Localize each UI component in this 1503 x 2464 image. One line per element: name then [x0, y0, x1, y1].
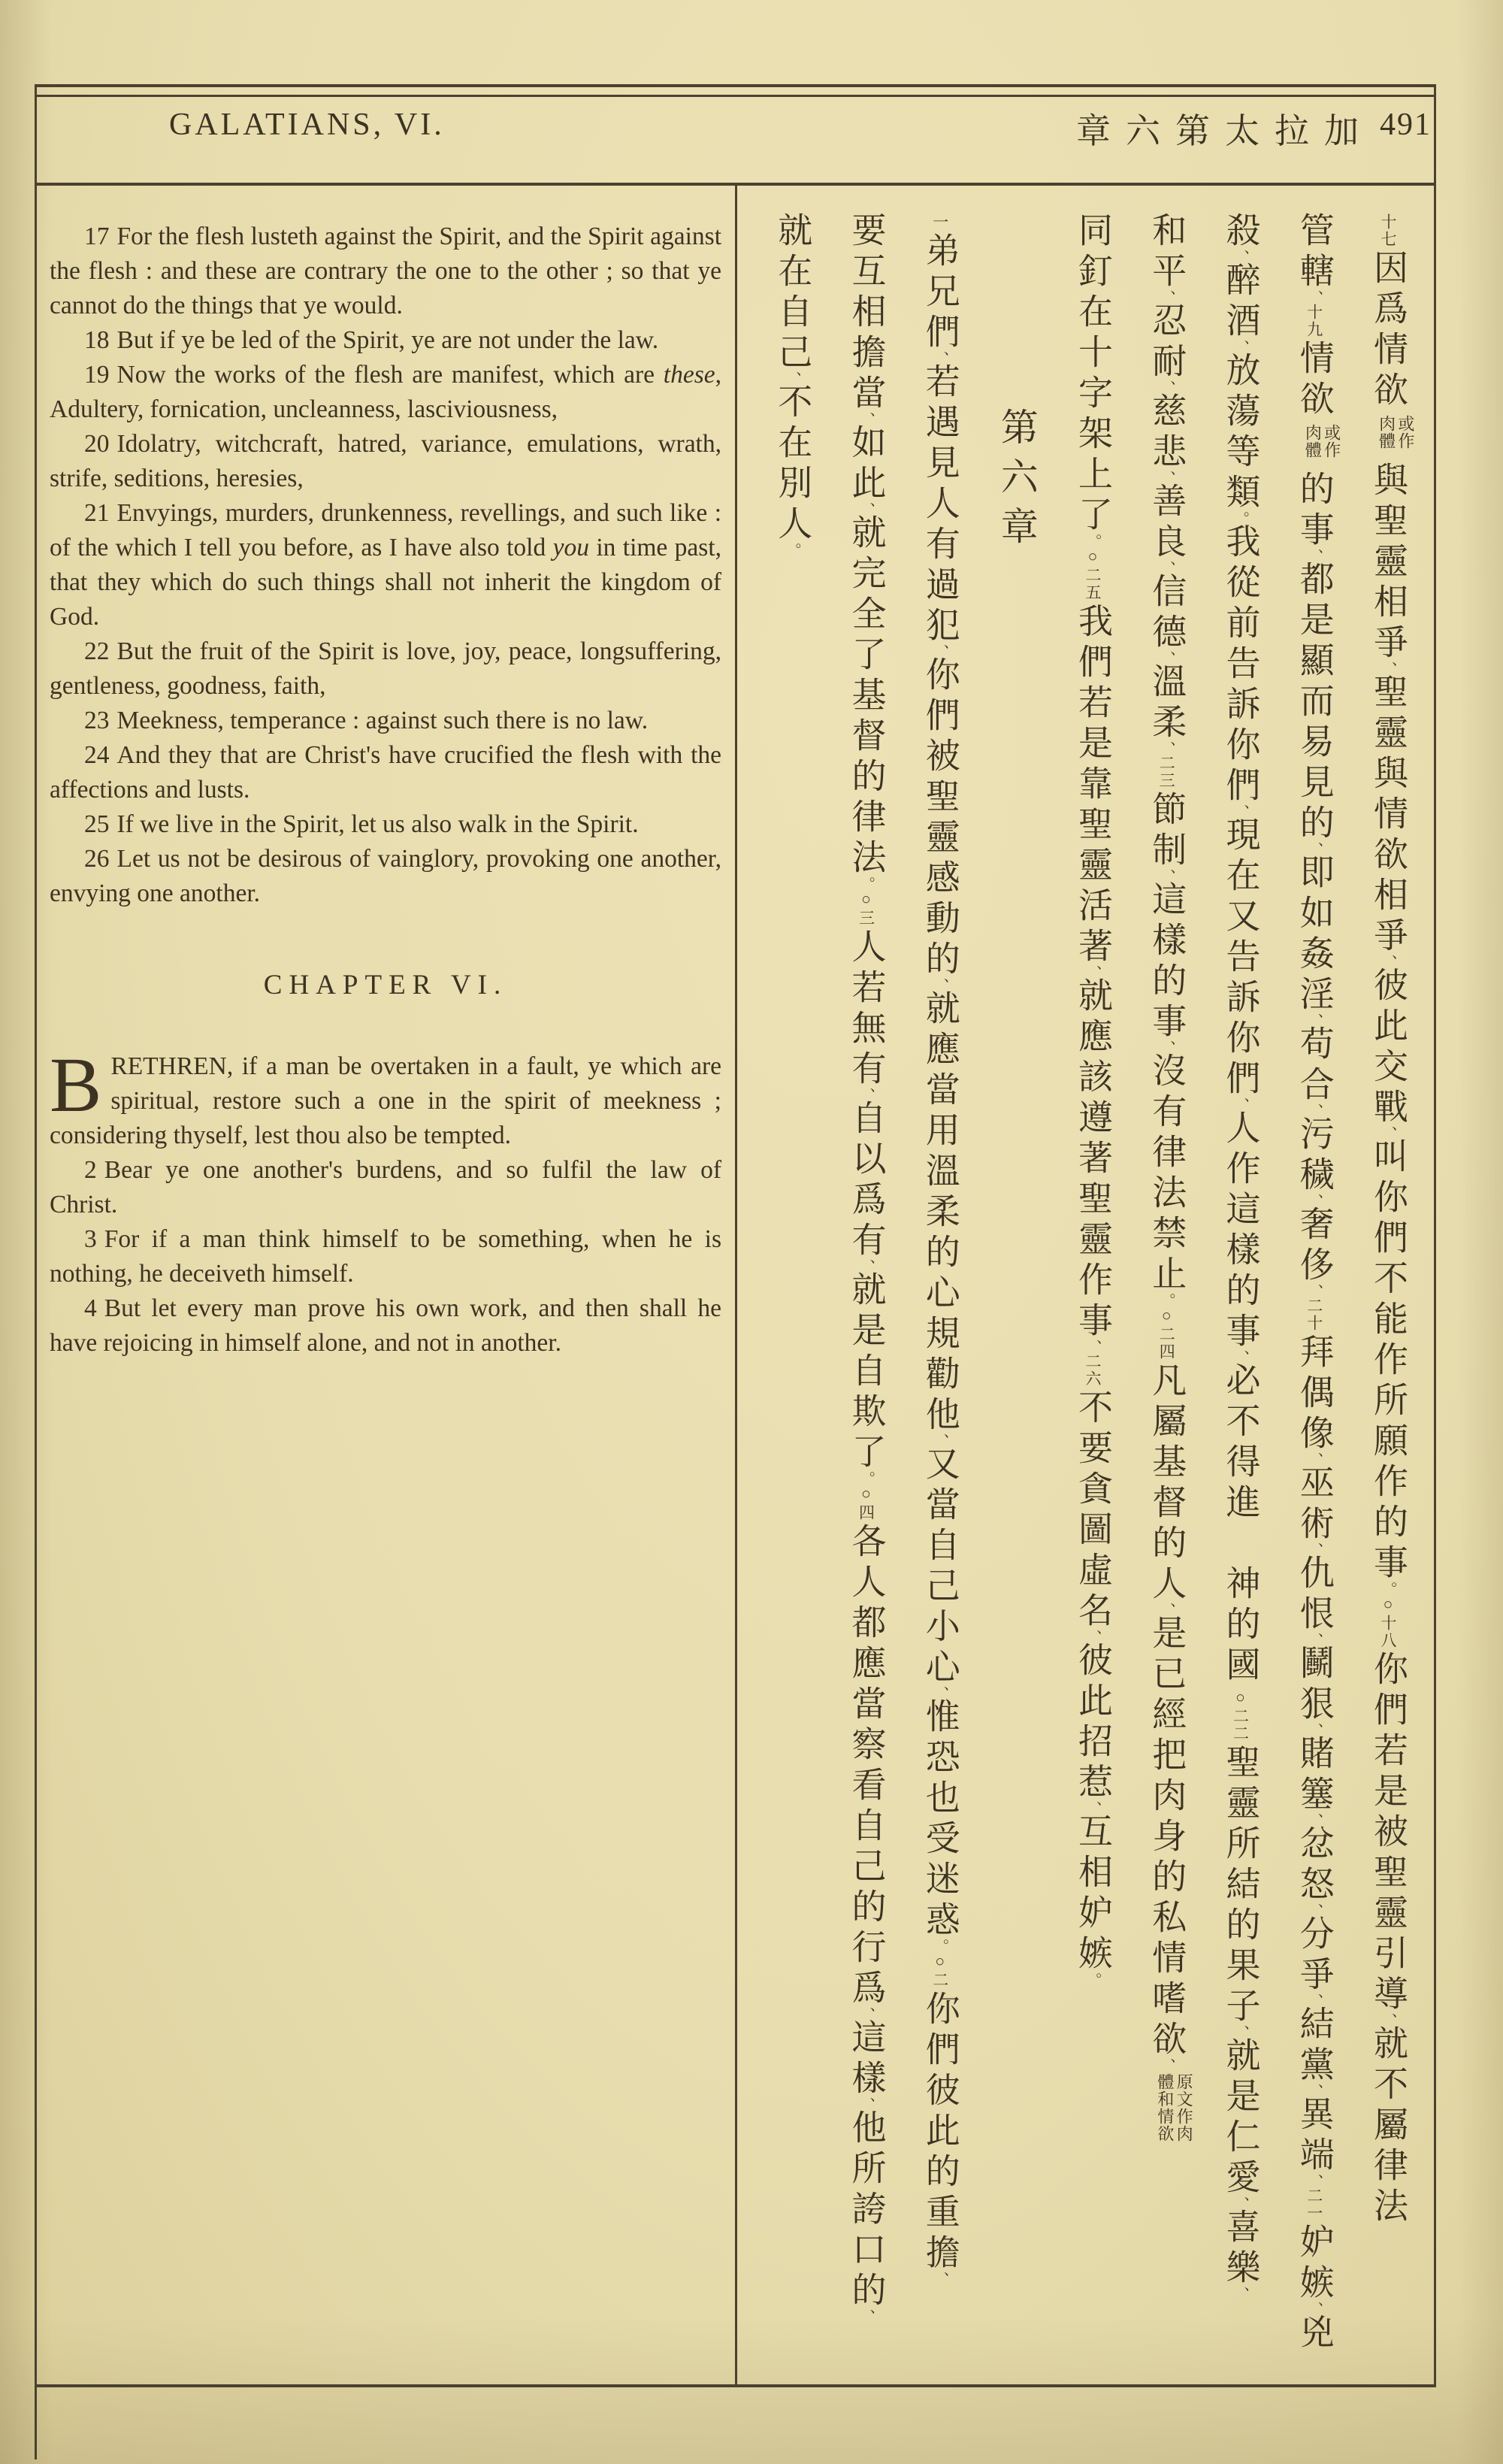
cjk-punctuation: 、: [1305, 1633, 1323, 1648]
verse-paragraph: 24 And they that are Christ's have crucified the flesh with the affections and lusts.: [50, 741, 721, 804]
verse-number: 24: [84, 741, 110, 769]
verse-marker: 二六: [1084, 1353, 1102, 1388]
chinese-column-1: 十七因爲情欲或作肉體與聖靈相爭、聖靈與情欲相爭、彼此交戰、叫你們不能作所願作的事。○十八你們若是被聖靈引導、就不屬律法: [1369, 213, 1415, 2228]
verse-paragraph: 20 Idolatry, witchcraft, hatred, variance, emulations, wrath, strife, seditions, heresies,: [50, 430, 721, 492]
cjk-punctuation: 、: [1305, 1194, 1323, 1209]
cjk-punctuation: 、: [1305, 1813, 1323, 1828]
page-number: 491: [1380, 107, 1432, 142]
verse-paragraph: 21 Envyings, murders, drunkenness, revellings, and such like : of the which I tell you before, as I have also told you in time past, that they which do such things shall not inherit the kingdom of God.: [50, 499, 722, 631]
verse-paragraph: 3 For if a man think himself to be something, when he is nothing, he deceiveth himself.: [50, 1225, 721, 1288]
cjk-punctuation: 、: [1305, 1452, 1323, 1467]
chinese-text-panel: [752, 212, 1429, 2389]
chinese-column-5: 同釘在十字架上了。○二五我們若是靠聖靈活著、就應該遵著聖靈作事、二六不要貪圖虛名、彼此招惹、互相妒嫉。: [1074, 212, 1112, 1987]
left-border-rule: [35, 84, 37, 2459]
cjk-punctuation: 、: [1084, 1630, 1101, 1645]
verse-marker: 二三: [1157, 755, 1176, 789]
cjk-punctuation: 、: [1158, 869, 1175, 884]
verse-number: 20: [84, 430, 110, 458]
cjk-punctuation: 、: [1158, 290, 1175, 305]
running-head-chinese: 章六第太拉加: [1076, 112, 1374, 150]
cjk-punctuation: 、: [1305, 290, 1323, 305]
inline-annotation: 或作肉體: [1377, 415, 1415, 450]
verse-number: 2: [84, 1156, 97, 1184]
verse-marker: 十七: [1379, 213, 1397, 248]
verse-marker: 一: [930, 213, 949, 231]
cjk-punctuation: 、: [1232, 1350, 1249, 1365]
verse-marker: ○二: [930, 1952, 949, 1989]
verse-paragraph: 18 But if ye be led of the Spirit, ye are not under the law.: [84, 326, 659, 354]
cjk-punctuation: 、: [1305, 1993, 1323, 2008]
cjk-punctuation: 、: [1232, 2025, 1249, 2040]
cjk-punctuation: 、: [1305, 1723, 1323, 1738]
cjk-punctuation: 、: [931, 351, 948, 366]
cjk-punctuation: 、: [1158, 741, 1175, 756]
italic-word: you: [552, 534, 589, 562]
chinese-column-2: 管轄、十九情欲或作肉體的事、都是顯而易見的、即如姦淫、苟合、污穢、奢侈、二十拜偶像、巫術、仇恨、鬭狠、賭簺、忿怒、分爭、結黨、異端、二一妒嫉、兇: [1295, 212, 1341, 2354]
cjk-punctuation: 、: [931, 2272, 948, 2287]
cjk-punctuation: 、: [1158, 651, 1175, 666]
cjk-punctuation: 、: [1158, 561, 1175, 576]
cjk-punctuation: 、: [1232, 2287, 1249, 2302]
verse-number: 3: [84, 1225, 97, 1253]
chinese-column-3: 殺、醉酒、放蕩等類。我從前告訴你們、現在又告訴你們、人作這樣的事、必不得進 神的國○二二聖靈所結的果子、就是仁愛、喜樂、: [1221, 212, 1260, 2302]
cjk-punctuation: 、: [1084, 1801, 1101, 1816]
cjk-punctuation: 。: [857, 1471, 875, 1486]
verse-number: 19: [84, 361, 110, 389]
cjk-punctuation: 、: [1232, 340, 1249, 355]
cjk-punctuation: 、: [1305, 1284, 1323, 1299]
cjk-punctuation: 、: [1232, 250, 1249, 265]
chinese-column-7: 一弟兄們、若遇見人有過犯、你們被聖靈感動的、就應當用溫柔的心規勸他、又當自己小心、惟恐也受迷惑。○二你們彼此的重擔、: [921, 213, 960, 2287]
chinese-column-9: 就在自己、不在別人。: [773, 212, 812, 558]
verse-number: 22: [84, 637, 110, 665]
cjk-punctuation: 、: [1232, 2196, 1249, 2211]
cjk-punctuation: 、: [1158, 1040, 1175, 1055]
cjk-punctuation: 。: [1158, 1293, 1175, 1308]
cjk-punctuation: 、: [1380, 955, 1396, 970]
verse-marker: ○四: [857, 1485, 875, 1521]
column-divider-rule: [735, 186, 737, 2385]
chinese-chapter-heading-column: 第六章: [995, 407, 1038, 556]
cjk-punctuation: 。: [931, 1939, 948, 1954]
inline-annotation: 原文作肉體和情欲: [1155, 2073, 1194, 2142]
verse-paragraph: 19 Now the works of the flesh are manifest, which are these, Adultery, fornication, uncleanness, lasciviousness,: [50, 361, 721, 423]
cjk-punctuation: 、: [1305, 842, 1323, 857]
cjk-punctuation: 。: [1232, 511, 1249, 526]
cjk-punctuation: 。: [1084, 1972, 1101, 1987]
verse-paragraph: BRETHREN, if a man be overtaken in a fault, ye which are spiritual, restore such a one in the spirit of meekness ; considering thyself, lest thou also be tempted.: [50, 1042, 721, 1149]
verse-paragraph: 25 If we live in the Spirit, let us also walk in the Spirit.: [84, 810, 639, 838]
cjk-punctuation: 、: [1158, 1603, 1175, 1618]
verse-paragraph: 22 But the fruit of the Spirit is love, joy, peace, longsuffering, gentleness, goodness, faith,: [50, 637, 721, 700]
verse-paragraph: 4 But let every man prove his own work, and then shall he have rejoicing in himself alone, and not in another.: [50, 1294, 721, 1357]
cjk-punctuation: 、: [857, 2097, 875, 2112]
cjk-punctuation: 、: [1232, 804, 1249, 819]
cjk-punctuation: 、: [784, 371, 801, 386]
cjk-punctuation: 。: [857, 876, 875, 891]
chapter-heading: CHAPTER VI.: [263, 970, 508, 1000]
verse-number: 21: [84, 499, 110, 527]
cjk-punctuation: 、: [931, 1433, 948, 1448]
top-double-rule: [36, 84, 1435, 97]
verse-marker: ○二二: [1231, 1688, 1250, 1742]
cjk-punctuation: 、: [857, 2309, 875, 2324]
verse-marker: 十九: [1305, 304, 1323, 338]
verse-number: 17: [84, 222, 110, 250]
cjk-punctuation: 、: [931, 644, 948, 659]
cjk-punctuation: 。: [1380, 1582, 1396, 1597]
italic-word: these: [663, 361, 715, 389]
cjk-punctuation: 、: [931, 1686, 948, 1701]
verse-paragraph: 23 Meekness, temperance : against such there is no law.: [84, 707, 649, 734]
cjk-punctuation: 、: [1380, 661, 1396, 677]
cjk-punctuation: 。: [784, 543, 801, 558]
cjk-punctuation: 、: [1084, 965, 1101, 980]
cjk-punctuation: 、: [1380, 2013, 1396, 2028]
verse-marker: 二一: [1305, 2187, 1323, 2222]
cjk-punctuation: 、: [1084, 1339, 1101, 1355]
verse-number: 23: [84, 707, 110, 734]
cjk-punctuation: 、: [857, 2007, 875, 2022]
cjk-punctuation: 、: [857, 412, 875, 427]
chinese-column-4: 和平、忍耐、慈悲、善良、信德、溫柔、二三節制、這樣的事、沒有律法禁止。○二四凡屬基督的人、是已經把肉身的私情嗜欲、原文作肉體和情欲: [1138, 212, 1196, 2389]
cjk-punctuation: 、: [1305, 549, 1323, 564]
verse-paragraph: 2 Bear ye one another's burdens, and so fulfil the law of Christ.: [50, 1156, 721, 1218]
verse-number: 4: [84, 1294, 97, 1322]
cjk-punctuation: 、: [1158, 2058, 1175, 2073]
verse-marker: ○二五: [1084, 547, 1102, 601]
verse-number: 25: [84, 810, 110, 838]
drop-cap: B: [50, 1042, 102, 1128]
cjk-punctuation: 、: [857, 1259, 875, 1274]
english-text-column: [50, 219, 721, 1361]
cjk-punctuation: 、: [1158, 380, 1175, 395]
cjk-punctuation: 、: [1305, 1903, 1323, 1918]
cjk-punctuation: 、: [1305, 1103, 1323, 1118]
verse-number: 26: [84, 845, 110, 873]
cjk-punctuation: 。: [1084, 534, 1101, 549]
verse-marker: 二十: [1305, 1297, 1323, 1332]
cjk-punctuation: 、: [1380, 1126, 1396, 1141]
cjk-punctuation: 、: [857, 1088, 875, 1103]
cjk-punctuation: 、: [1232, 1097, 1249, 1112]
verse-paragraph: 26 Let us not be desirous of vainglory, provoking one another, envying one another.: [50, 845, 721, 907]
cjk-punctuation: 、: [1305, 1542, 1323, 1557]
cjk-punctuation: 、: [857, 502, 875, 517]
cjk-punctuation: 、: [1305, 2174, 1323, 2189]
verse-number: 18: [84, 326, 110, 354]
verse-paragraph: 17 For the flesh lusteth against the Spirit, and the Spirit against the flesh : and these are contrary the one to the other ; so that ye cannot do the things that ye would.: [50, 222, 721, 319]
chinese-column-8: 要互相擔當、如此、就完全了基督的律法。○三人若無有、自以爲有、就是自欺了。○四各人都應當察看自己的行爲、這樣、他所誇口的、: [847, 212, 886, 2324]
right-border-rule: [1434, 84, 1436, 2387]
verse-marker: ○三: [857, 890, 875, 927]
verse-marker: ○二四: [1157, 1306, 1176, 1361]
cjk-punctuation: 、: [1305, 1013, 1323, 1028]
cjk-punctuation: 、: [1158, 471, 1175, 486]
cjk-punctuation: 、: [1305, 2302, 1323, 2317]
running-head-english: GALATIANS, VI.: [169, 107, 445, 142]
cjk-punctuation: 、: [931, 978, 948, 993]
cjk-punctuation: 、: [1305, 2084, 1323, 2099]
inline-annotation: 或作肉體: [1303, 424, 1341, 459]
verse-marker: ○十八: [1379, 1595, 1397, 1649]
